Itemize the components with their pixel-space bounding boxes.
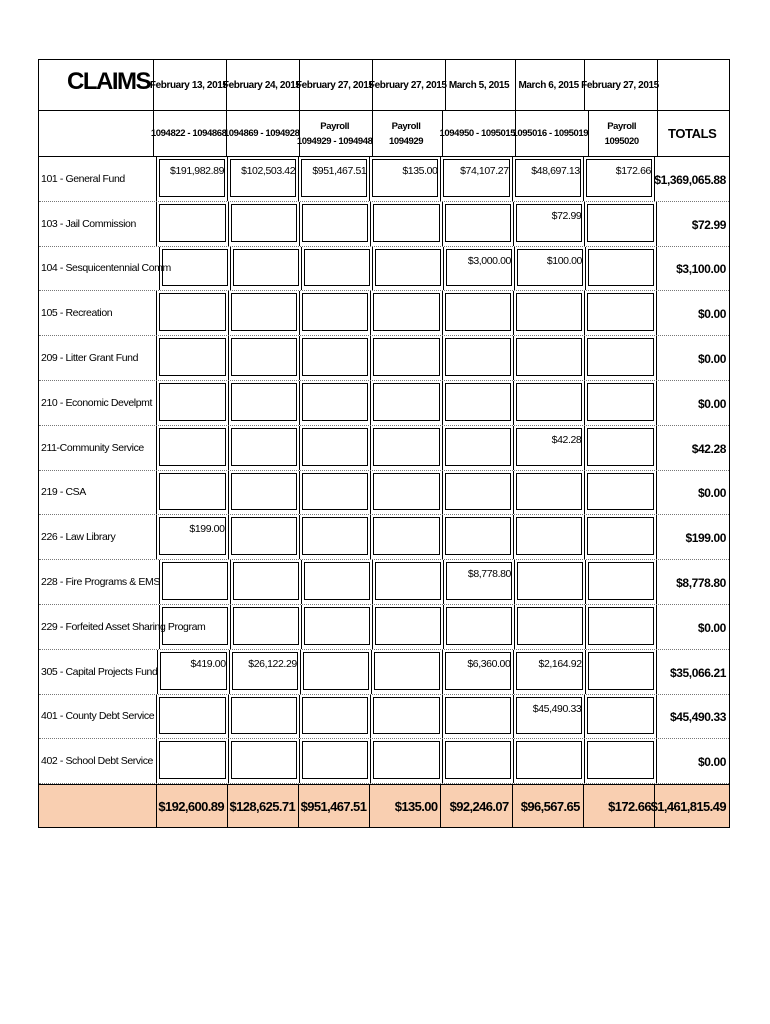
cell-box xyxy=(516,741,582,779)
column-total: $192,600.89 xyxy=(157,785,228,827)
row-total xyxy=(657,560,729,604)
row-total-value: $8,778.80 xyxy=(676,576,726,591)
cell-box xyxy=(588,249,654,287)
check-range-header: 1094822 - 1094868 xyxy=(154,111,227,156)
amount-value: $419.00 xyxy=(190,657,226,670)
cell-box xyxy=(159,204,225,242)
cell-box xyxy=(373,338,439,376)
amount-cell xyxy=(586,650,657,694)
amount-cell xyxy=(514,695,585,739)
cell-box xyxy=(233,562,299,600)
amount-cell xyxy=(441,157,512,201)
row-total-value: $199.00 xyxy=(685,531,727,546)
amount-cell xyxy=(230,650,301,694)
cell-box xyxy=(304,562,370,600)
column-total: $96,567.65 xyxy=(513,785,584,827)
amount-cell xyxy=(157,471,228,515)
cell-box xyxy=(373,293,439,331)
totals-row-label-blank xyxy=(39,785,157,827)
amount-cell xyxy=(444,605,515,649)
cell-box xyxy=(302,697,368,735)
amount-cell xyxy=(586,560,657,604)
cell-box xyxy=(373,428,439,466)
table-row xyxy=(39,247,729,292)
row-total-value: $3,100.00 xyxy=(676,262,726,277)
amount-value: $72.99 xyxy=(551,209,582,222)
cell-box xyxy=(374,652,440,690)
cell-box xyxy=(302,741,368,779)
amount-cell xyxy=(371,291,442,335)
amount-cell xyxy=(157,202,228,246)
column-total: $172.66 xyxy=(584,785,655,827)
amount-value: $100.00 xyxy=(546,254,582,267)
amount-value: $199.00 xyxy=(189,523,225,536)
cell-box xyxy=(373,204,439,242)
header-check-range-row xyxy=(39,111,729,157)
check-range-header: Payroll 1094929 xyxy=(373,111,443,156)
row-total xyxy=(657,202,729,246)
cell-box xyxy=(587,383,653,421)
amount-cell xyxy=(443,426,514,470)
amount-value: $26,122.29 xyxy=(248,657,297,670)
amount-cell xyxy=(514,381,585,425)
cell-box xyxy=(303,652,369,690)
amount-cell xyxy=(229,739,300,783)
date-header: February 27, 2015 xyxy=(300,60,373,110)
amount-cell xyxy=(373,247,444,291)
amount-cell xyxy=(231,605,302,649)
cell-box xyxy=(302,428,368,466)
cell-box xyxy=(302,517,368,555)
cell-box xyxy=(159,473,225,511)
amount-cell xyxy=(513,157,584,201)
amount-cell xyxy=(515,605,586,649)
cell-box xyxy=(516,383,582,421)
amount-cell xyxy=(373,560,444,604)
row-total xyxy=(657,739,729,783)
date-header: February 24, 2015 xyxy=(227,60,300,110)
cell-box xyxy=(516,473,582,511)
amount-cell xyxy=(300,739,371,783)
cell-box xyxy=(373,383,439,421)
cell-box xyxy=(445,473,511,511)
amount-cell xyxy=(160,247,231,291)
header-date-row xyxy=(39,60,729,111)
row-total-value: $0.00 xyxy=(697,755,727,770)
amount-cell xyxy=(371,336,442,380)
cell-box xyxy=(159,741,225,779)
row-total-value: $45,490.33 xyxy=(669,710,727,725)
table-row xyxy=(39,471,729,516)
amount-value: $172.66 xyxy=(615,165,651,177)
column-total: $135.00 xyxy=(370,785,441,827)
amount-cell xyxy=(300,515,371,559)
amount-cell xyxy=(444,560,515,604)
row-total-value: $0.00 xyxy=(697,352,727,367)
amount-cell xyxy=(586,247,657,291)
check-range-header: Payroll 1094929 - 1094948 xyxy=(300,111,373,156)
totals-header-blank xyxy=(658,60,729,110)
cell-box xyxy=(302,338,368,376)
amount-value: $135.00 xyxy=(402,165,438,177)
table-row xyxy=(39,336,729,381)
amount-cell xyxy=(585,336,656,380)
amount-cell xyxy=(443,381,514,425)
amount-cell xyxy=(370,157,441,201)
amount-cell xyxy=(302,560,373,604)
cell-box xyxy=(375,607,441,645)
amount-cell xyxy=(515,560,586,604)
amount-cell xyxy=(231,560,302,604)
amount-cell xyxy=(443,515,514,559)
amount-cell xyxy=(157,426,228,470)
amount-value: $191,982.89 xyxy=(170,165,225,177)
cell-box xyxy=(373,473,439,511)
amount-cell xyxy=(371,515,442,559)
cell-box xyxy=(587,293,653,331)
cell-box xyxy=(231,293,297,331)
amount-cell xyxy=(300,291,371,335)
amount-cell xyxy=(585,515,656,559)
cell-box xyxy=(373,741,439,779)
row-total xyxy=(657,515,729,559)
amount-cell xyxy=(157,515,228,559)
row-total-value: $35,066.21 xyxy=(669,665,727,680)
cell-box xyxy=(162,562,228,600)
check-range-header: 1094869 - 1094928 xyxy=(227,111,300,156)
cell-box xyxy=(231,338,297,376)
fund-label: 105 - Recreation xyxy=(39,291,157,335)
cell-box xyxy=(516,293,582,331)
totals-header: TOTALS xyxy=(668,126,717,141)
table-row xyxy=(39,202,729,247)
cell-box xyxy=(159,338,225,376)
row-total-value: $0.00 xyxy=(697,396,727,411)
cell-box xyxy=(159,428,225,466)
amount-cell xyxy=(301,650,372,694)
amount-cell xyxy=(443,291,514,335)
date-header: February 27, 2015 xyxy=(585,60,658,110)
amount-cell xyxy=(157,157,228,201)
table-row xyxy=(39,739,729,784)
amount-cell xyxy=(514,650,585,694)
cell-box xyxy=(233,249,299,287)
amount-cell xyxy=(229,471,300,515)
amount-value: $45,490.33 xyxy=(532,702,582,715)
column-totals-row xyxy=(39,784,729,827)
amount-cell xyxy=(514,739,585,783)
amount-cell xyxy=(160,605,231,649)
table-row xyxy=(39,157,729,202)
cell-box xyxy=(375,249,441,287)
cell-box xyxy=(587,428,653,466)
row-total xyxy=(657,605,729,649)
cell-box xyxy=(231,383,297,421)
table-row xyxy=(39,695,729,740)
amount-value: $3,000.00 xyxy=(467,254,511,267)
amount-cell xyxy=(160,560,231,604)
row-total xyxy=(657,247,729,291)
column-total: $128,625.71 xyxy=(228,785,299,827)
fund-label: 209 - Litter Grant Fund xyxy=(39,336,157,380)
amount-cell xyxy=(229,426,300,470)
amount-cell xyxy=(585,202,656,246)
amount-cell xyxy=(371,381,442,425)
fund-label: 211-Community Service xyxy=(39,426,157,470)
check-range-header: 1094950 - 1095015 xyxy=(443,111,516,156)
amount-cell xyxy=(300,695,371,739)
fund-rows xyxy=(39,157,729,784)
amount-cell xyxy=(443,471,514,515)
amount-cell xyxy=(585,381,656,425)
table-row xyxy=(39,605,729,650)
cell-box xyxy=(231,697,297,735)
cell-box xyxy=(445,204,511,242)
amount-value: $6,360.00 xyxy=(467,657,511,670)
cell-box xyxy=(302,293,368,331)
amount-cell xyxy=(228,157,299,201)
check-range-header: 1095016 - 1095019 xyxy=(516,111,589,156)
amount-cell xyxy=(371,739,442,783)
cell-box xyxy=(587,517,653,555)
column-total: $92,246.07 xyxy=(441,785,512,827)
cell-box xyxy=(517,562,583,600)
cell-box xyxy=(445,428,511,466)
cell-box xyxy=(159,697,225,735)
column-total: $951,467.51 xyxy=(299,785,370,827)
row-total-value: $0.00 xyxy=(697,620,726,635)
cell-box xyxy=(231,517,297,555)
cell-box xyxy=(231,473,297,511)
amount-value: $8,778.80 xyxy=(467,568,511,581)
cell-box xyxy=(445,383,511,421)
amount-cell xyxy=(515,247,586,291)
amount-cell xyxy=(585,426,656,470)
amount-cell xyxy=(300,202,371,246)
cell-box xyxy=(373,697,439,735)
amount-cell xyxy=(157,695,228,739)
amount-cell xyxy=(371,695,442,739)
cell-box xyxy=(588,607,654,645)
cell-box xyxy=(445,697,511,735)
amount-cell xyxy=(158,650,229,694)
row-total xyxy=(657,381,729,425)
cell-box xyxy=(231,741,297,779)
cell-box xyxy=(445,517,511,555)
cell-box xyxy=(231,204,297,242)
claims-title-cell xyxy=(39,60,154,110)
fund-label: 401 - County Debt Service xyxy=(39,695,157,739)
table-row xyxy=(39,650,729,695)
amount-cell xyxy=(157,739,228,783)
amount-cell xyxy=(585,291,656,335)
fund-label: 101 - General Fund xyxy=(39,157,157,201)
row-total-value: $0.00 xyxy=(697,486,727,501)
amount-cell xyxy=(514,515,585,559)
fund-label: 402 - School Debt Service xyxy=(39,739,157,783)
date-header: February 13, 2015 xyxy=(154,60,227,110)
amount-cell xyxy=(443,336,514,380)
amount-value: $951,467.51 xyxy=(312,165,367,177)
amount-cell xyxy=(371,202,442,246)
amount-cell xyxy=(585,739,656,783)
amount-value: $74,107.27 xyxy=(460,165,509,177)
fund-label: 229 - Forfeited Asset Sharing Program xyxy=(39,605,160,649)
amount-cell xyxy=(300,336,371,380)
amount-cell xyxy=(229,336,300,380)
amount-cell xyxy=(373,605,444,649)
amount-cell xyxy=(229,515,300,559)
cell-box xyxy=(588,652,654,690)
amount-cell xyxy=(514,426,585,470)
cell-box xyxy=(302,204,368,242)
amount-cell xyxy=(585,471,656,515)
amount-cell xyxy=(371,471,442,515)
fund-label: 219 - CSA xyxy=(39,471,157,515)
amount-cell xyxy=(302,605,373,649)
row-total xyxy=(657,426,729,470)
row-total xyxy=(657,695,729,739)
amount-cell xyxy=(444,247,515,291)
claims-title: CLAIMS xyxy=(67,68,150,95)
table-row xyxy=(39,515,729,560)
fund-label: 305 - Capital Projects Fund xyxy=(39,650,158,694)
amount-cell xyxy=(300,381,371,425)
amount-cell xyxy=(585,695,656,739)
table-row xyxy=(39,291,729,336)
date-header: March 5, 2015 xyxy=(446,60,516,110)
fund-label: 226 - Law Library xyxy=(39,515,157,559)
table-row xyxy=(39,426,729,471)
amount-value: $42.28 xyxy=(551,433,582,446)
row-total-value: $72.99 xyxy=(691,217,727,232)
amount-cell xyxy=(300,471,371,515)
amount-value: $2,164.92 xyxy=(538,657,582,670)
cell-box xyxy=(304,607,370,645)
cell-box xyxy=(162,607,228,645)
row-total xyxy=(657,336,729,380)
cell-box xyxy=(302,473,368,511)
amount-value: $102,503.42 xyxy=(241,165,296,177)
fund-label: 210 - Economic Develpmt xyxy=(39,381,157,425)
amount-cell xyxy=(514,202,585,246)
cell-box xyxy=(373,517,439,555)
amount-cell xyxy=(302,247,373,291)
amount-cell xyxy=(229,202,300,246)
row-total xyxy=(657,471,729,515)
table-row xyxy=(39,560,729,605)
cell-box xyxy=(302,383,368,421)
amount-cell xyxy=(586,605,657,649)
amount-cell xyxy=(443,739,514,783)
check-range-header: Payroll 1095020 xyxy=(589,111,659,156)
amount-cell xyxy=(299,157,370,201)
grand-total: $1,461,815.49 xyxy=(650,798,726,814)
cell-box xyxy=(445,741,511,779)
row-total xyxy=(655,157,729,201)
cell-box xyxy=(231,428,297,466)
amount-cell xyxy=(443,202,514,246)
amount-cell xyxy=(371,426,442,470)
amount-cell xyxy=(157,381,228,425)
header-blank xyxy=(39,111,154,156)
amount-cell xyxy=(514,336,585,380)
row-total xyxy=(657,650,729,694)
row-total-value: $42.28 xyxy=(691,441,727,456)
row-total-value: $0.00 xyxy=(697,307,727,322)
amount-cell xyxy=(231,247,302,291)
cell-box xyxy=(516,338,582,376)
amount-cell xyxy=(514,291,585,335)
cell-box xyxy=(587,741,653,779)
amount-cell xyxy=(514,471,585,515)
amount-cell xyxy=(584,157,655,201)
row-total xyxy=(657,291,729,335)
cell-box xyxy=(159,383,225,421)
amount-cell xyxy=(300,426,371,470)
amount-cell xyxy=(372,650,443,694)
cell-box xyxy=(587,697,653,735)
cell-box xyxy=(516,517,582,555)
table-row xyxy=(39,381,729,426)
claims-table xyxy=(38,59,730,828)
fund-label: 103 - Jail Commission xyxy=(39,202,157,246)
cell-box xyxy=(446,607,512,645)
amount-cell xyxy=(443,650,514,694)
cell-box xyxy=(375,562,441,600)
cell-box xyxy=(445,293,511,331)
date-header: February 27, 2015 xyxy=(373,60,446,110)
cell-box xyxy=(159,293,225,331)
cell-box xyxy=(233,607,299,645)
fund-label: 104 - Sesquicentennial Comm xyxy=(39,247,160,291)
cell-box xyxy=(587,338,653,376)
amount-value: $48,697.13 xyxy=(531,165,580,177)
cell-box xyxy=(587,473,653,511)
cell-box xyxy=(445,338,511,376)
amount-cell xyxy=(443,695,514,739)
cell-box xyxy=(162,249,228,287)
cell-box xyxy=(588,562,654,600)
date-header: March 6, 2015 xyxy=(516,60,586,110)
cell-box xyxy=(304,249,370,287)
row-total-value: $1,369,065.88 xyxy=(654,172,726,187)
fund-label: 228 - Fire Programs & EMS xyxy=(39,560,160,604)
amount-cell xyxy=(157,291,228,335)
amount-cell xyxy=(229,291,300,335)
cell-box xyxy=(517,607,583,645)
amount-cell xyxy=(157,336,228,380)
cell-box xyxy=(587,204,653,242)
amount-cell xyxy=(229,381,300,425)
amount-cell xyxy=(229,695,300,739)
